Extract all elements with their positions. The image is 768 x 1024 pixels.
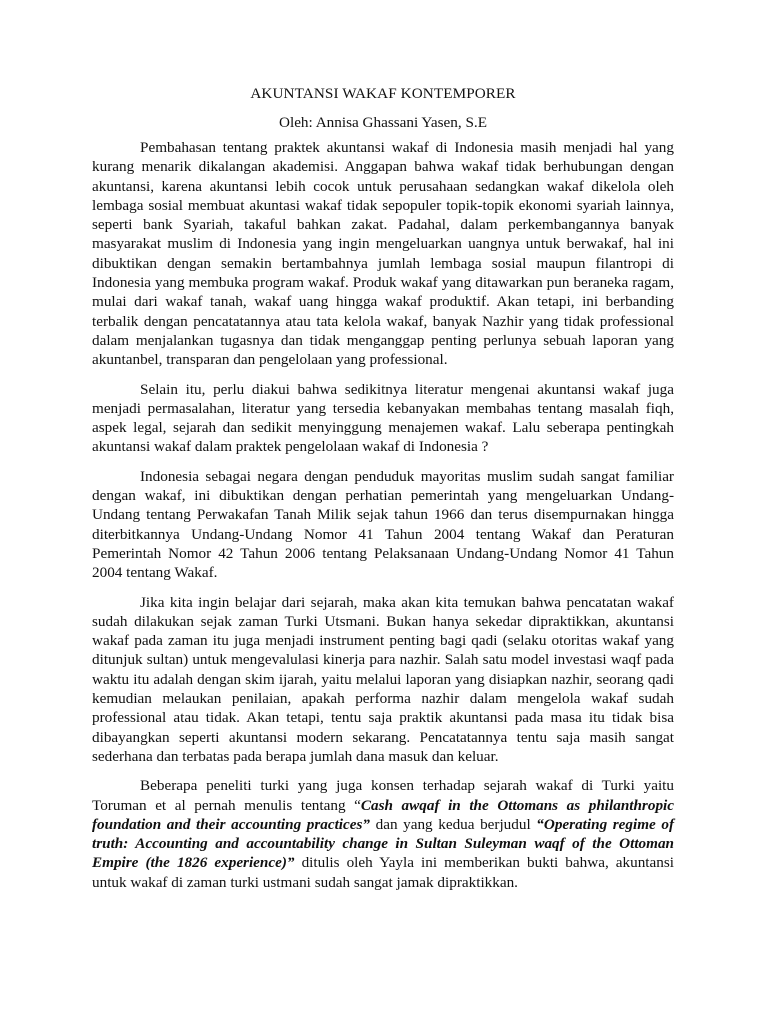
paragraph-1: Pembahasan tentang praktek akuntansi wakaf di Indonesia masih menjadi hal yang kurang menarik dikalangan akademisi. Anggapan bahwa wakaf tidak berhubungan dengan akuntansi, karena akuntansi lebih cocok untuk perusahaan sedangkan wakaf dikelola oleh lembaga sosial membuat akuntasi wakaf tidak sepopuler topik-topik ekonomi syariah lainnya, seperti bank Syariah, takaful bahkan zakat. Padahal, dalam perkembangannya banyak masyarakat muslim di Indonesia yang ingin mengeluarkan uangnya untuk berwakaf, hal ini dibuktikan dengan semakin bertambahnya jumlah lembaga sosial maupun filantropi di Indonesia yang membuka program wakaf. Produk wakaf yang ditawarkan pun beraneka ragam, mulai dari wakaf tanah, wakaf uang hingga wakaf produktif. Akan tetapi, ini berbanding terbalik dengan pencatatannya atau tata kelola wakaf, banyak Nazhir yang tidak professional dalam menjalankan tugasnya dan tidak menganggap penting perlunya sebuah laporan yang akuntanbel, transparan dan pengelolaan yang professional. bbox=[92, 139, 674, 369]
paragraph-4: Jika kita ingin belajar dari sejarah, maka akan kita temukan bahwa pencatatan wakaf sudah dilakukan sejak zaman Turki Utsmani. Bukan hanya sekedar dipraktikkan, akuntansi wakaf pada zaman itu juga menjadi instrument penting bagi qadi (selaku otoritas wakaf yang ditunjuk sultan) untuk mengevalulasi kinerja para nazhir. Salah satu model investasi waqf pada waktu itu adalah dengan skim ijarah, yaitu melalui laporan yang disiapkan nazhir, seorang qadi kemudian melaukan penilaian, apakah performa nazhir dalam mengelola wakaf sudah professional atau tidak. Akan tetapi, tentu saja praktik akuntansi pada masa itu tidak bisa dibayangkan seperti akuntansi modern sekarang. Pencatatannya tentu saja masih sangat sederhana dan terbatas pada berapa jumlah dana masuk dan keluar. bbox=[92, 593, 674, 765]
paragraph-5-end: ditulis oleh Yayla ini memberikan bukti bahwa, akuntansi untuk wakaf di zaman turki ustmani sudah sangat jamak dipraktikkan. bbox=[92, 854, 674, 891]
cited-title-1: Cash awqaf in the Ottomans as philanthropic foundation and their accounting practices” bbox=[92, 796, 674, 833]
cited-title-2: “Operating regime of truth: Accounting and accountability change in Sultan Suleyman waqf of the Ottoman Empire (the 1826 experience)” bbox=[92, 815, 674, 872]
paragraph-5 bbox=[92, 776, 674, 892]
document-title: AKUNTANSI WAKAF KONTEMPORER bbox=[250, 85, 516, 102]
paragraph-5-middle: dan yang kedua berjudul bbox=[370, 815, 537, 833]
author-line: Oleh: Annisa Ghassani Yasen, S.E bbox=[279, 114, 487, 131]
paragraph-5-intro: Beberapa peneliti turki yang juga konsen terhadap sejarah wakaf di Turki yaitu Toruman et al pernah menulis tentang “ bbox=[92, 777, 674, 814]
document-page bbox=[92, 84, 674, 892]
paragraph-3: Indonesia sebagai negara dengan penduduk mayoritas muslim sudah sangat familiar dengan wakaf, ini dibuktikan dengan perhatian pemerintah yang mengeluarkan Undang-Undang tentang Perwakafan Tanah Milik sejak tahun 1966 dan terus disempurnakan hingga diterbitkannya Undang-Undang Nomor 41 Tahun 2004 tentang Wakaf dan Peraturan Pemerintah Nomor 42 Tahun 2006 tentang Pelaksanaan Undang-Undang Nomor 41 Tahun 2004 tentang Wakaf. bbox=[92, 467, 674, 582]
paragraph-2: Selain itu, perlu diakui bahwa sedikitnya literatur mengenai akuntansi wakaf juga menjadi permasalahan, literatur yang tersedia kebanyakan membahas tentang masalah fiqh, aspek legal, sejarah dan sedikit menyinggung menajemen wakaf. Lalu seberapa pentingkah akuntansi wakaf dalam praktek pengelolaan wakaf di Indonesia ? bbox=[92, 380, 674, 456]
